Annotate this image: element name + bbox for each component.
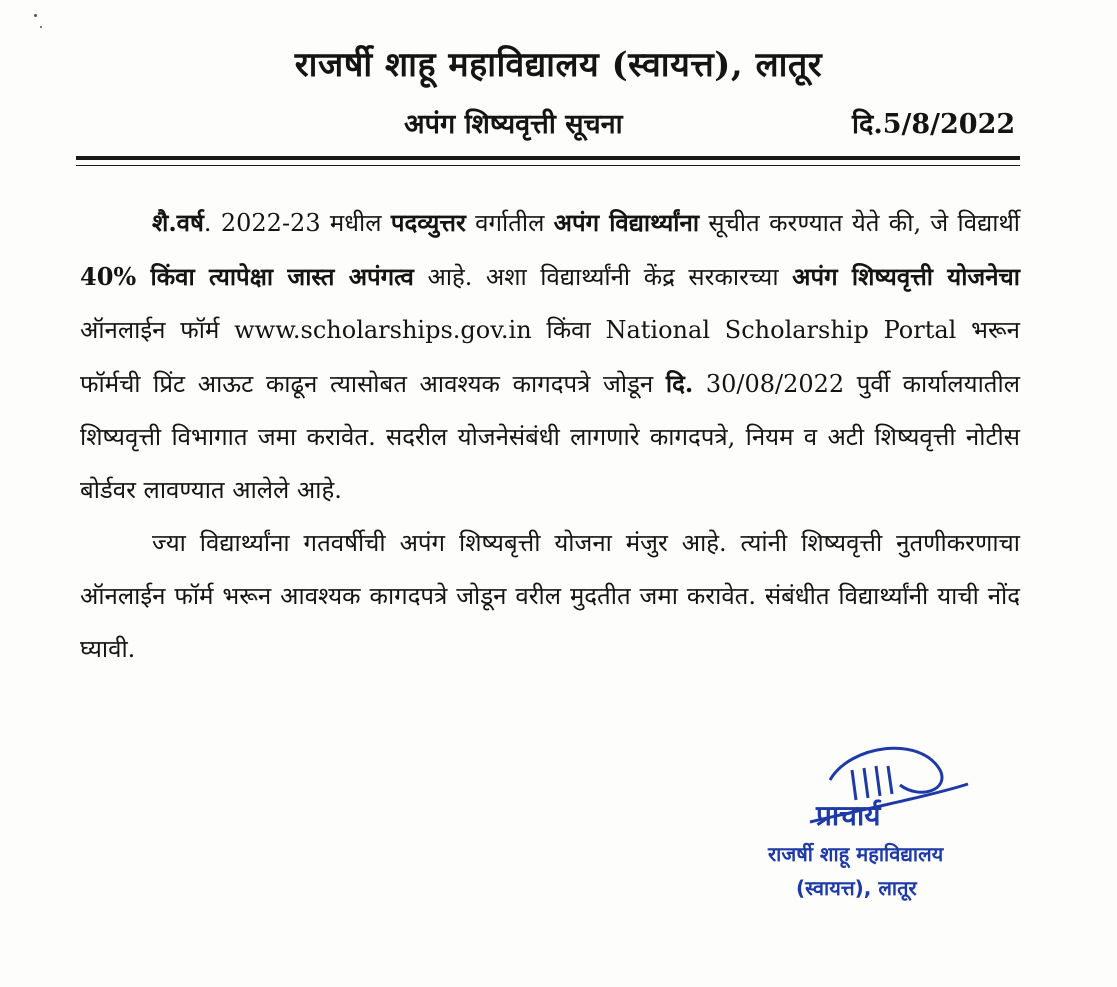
notice-paragraph-2: ज्या विद्यार्थ्यांना गतवर्षीची अपंग शिष्यबृत्ती योजना मंजुर आहे. त्यांनी शिष्यवृत्ती नुतणीकरणाचा ऑनलाईन फॉर्म भरून आवश्यक कागदपत्रे जोडून वरील मुदतीत जमा करावेत. संबंधीत विद्यार्थ्यांनी याची नोंद घ्यावी.: [80, 529, 1020, 663]
notice-date: दि.5/8/2022: [852, 109, 1016, 140]
header-rule-thick: [76, 156, 1020, 160]
text-segment: . 2022-23 मधील: [203, 209, 391, 237]
text-segment: वर्गातील: [465, 209, 554, 237]
text-segment: 30/08/2022 पुर्वी कार्यालयातील शिष्यवृत्ती विभागात जमा करावेत. सदरील योजनेसंबंधी लागणारे कागदपत्रे, नियम व अटी शिष्यवृत्ती नोटीस बोर्डवर लावण्यात आलेले आहे.: [80, 370, 1020, 504]
notice-paragraph-1: [80, 196, 1020, 517]
text-date-prefix: दि.: [665, 369, 694, 398]
text-disability-criteria: 40% किंवा त्यापेक्षा जास्त अपंगत्व: [80, 262, 414, 291]
scan-speck: [34, 14, 37, 17]
text-postgraduate: पदव्युत्तर: [390, 208, 466, 237]
scan-speck: [40, 26, 42, 28]
notice-title: अपंग शिष्यवृत्ती सूचना: [404, 109, 623, 140]
stamp-college-location: (स्वायत्त), लातूर: [796, 876, 917, 900]
notice-body: [80, 196, 1020, 676]
text-segment: ऑनलाईन फॉर्म www.scholarships.gov.in किंवा National Scholarship Portal भरून फॉर्मची प्रिंट आऊट काढून त्यासोबत आवश्यक कागदपत्रे जोडून: [80, 316, 1020, 398]
stamp-role: प्राचार्य: [816, 799, 881, 832]
text-segment: सूचीत करण्यात येते की, जे विद्यार्थी: [699, 209, 1020, 237]
text-disabled-students: अपंग विद्यार्थ्यांना: [553, 208, 700, 237]
text-scholarship-scheme: अपंग शिष्यवृत्ती योजनेचा: [792, 262, 1020, 291]
text-academic-year-label: शै.वर्ष: [152, 208, 204, 237]
principal-stamp: [760, 740, 990, 920]
text-segment: आहे. अशा विद्यार्थ्यांनी केंद्र सरकारच्या: [413, 263, 793, 291]
stamp-college-name: राजर्षी शाहू महाविद्यालय: [768, 842, 944, 866]
college-title: राजर्षी शाहू महाविद्यालय (स्वायत्त), लातूर: [294, 45, 823, 85]
header-rule-thin: [76, 165, 1020, 166]
